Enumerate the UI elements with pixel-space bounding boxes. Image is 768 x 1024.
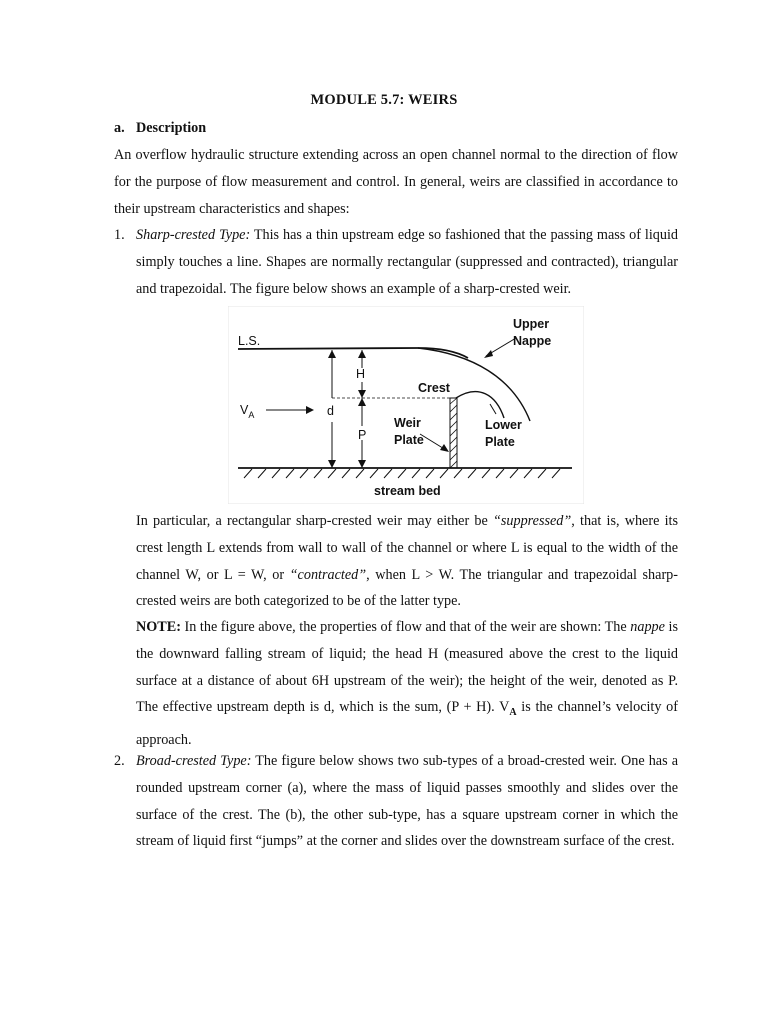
list-number: 2. [114, 753, 125, 769]
fig-label-h: H [356, 367, 366, 381]
particular-paragraph: In particular, a rectangular sharp-crested weir may either be “suppressed”, that is, where its crest length L extends from wall to wall of the channel or where L is equal to the width of the channel W, or L = W, or “contracted”, when L > W. The triangular and trapezoidal sharp-crested weirs are both categorized to be of the latter type. [136, 513, 678, 610]
note-label: NOTE: [136, 619, 181, 635]
term-broad-crested: Broad-crested Type: [136, 753, 252, 769]
item-text: The figure below shows two sub-types of a broad-crested weir. One has a rounded upstream corner (a), where the mass of liquid passes smoothly and slides over the surface of the crest. The (b), the other sub-type, has a square upstream corner in which the stream of liquid first “jumps” at the corner and slides over the downstream surface of the crest. [136, 753, 678, 850]
term-suppressed: “suppressed” [492, 513, 572, 529]
list-item-body [136, 748, 678, 855]
section-title: Description [136, 120, 207, 136]
list-item-sharp-crested [114, 222, 678, 302]
list-number: 1. [114, 227, 125, 243]
fig-label-weir: Weir [394, 416, 421, 430]
sharp-crested-weir-figure [228, 306, 584, 504]
list-item-body [136, 222, 678, 302]
section-label: a. [114, 120, 125, 136]
note-paragraph: NOTE: In the figure above, the properties of flow and that of the weir are shown: The nappe is the downward falling stream of liquid; the head H (measured above the crest to the liquid surface at a distance of about 6H upstream of the weir); the height of the weir, denoted as P. The effective upstream depth is d, which is the sum, (P + H). $V_A$ is the channel’s velocity of approach. [136, 619, 678, 749]
fig-label-stream-bed: stream bed [374, 484, 441, 498]
item-text: This has a thin upstream edge so fashioned that the passing mass of liquid simply touches a line. Shapes are normally rectangular (suppressed and contracted), triangular and trapezoidal. The figure below shows an example of a sharp-crested weir. [136, 227, 679, 297]
term-nappe: nappe [630, 619, 665, 635]
fig-label-crest: Crest [418, 381, 450, 395]
fig-label-lower-plate: Plate [485, 435, 515, 449]
intro-paragraph: An overflow hydraulic structure extending across an open channel normal to the direction of flow for the purpose of flow measurement and control. In general, weirs are classified in accordance to their upstream characteristics and shapes: [114, 147, 678, 217]
page-title: MODULE 5.7: WEIRS [310, 92, 458, 108]
fig-label-plate: Plate [394, 433, 424, 447]
fig-label-va: $V_A$ [240, 403, 255, 420]
term-sharp-crested: Sharp-crested Type: [136, 227, 251, 243]
fig-label-ls: L.S. [238, 334, 261, 348]
fig-label-upper: Upper [513, 317, 550, 331]
section-heading [114, 120, 206, 137]
list-item-broad-crested [114, 748, 678, 855]
term-contracted: “contracted” [289, 566, 367, 583]
weir-diagram [228, 306, 584, 504]
fig-label-p: P [358, 428, 367, 442]
fig-label-lower: Lower [485, 418, 522, 432]
fig-label-nappe: Nappe [513, 334, 552, 348]
fig-label-d: d [327, 404, 334, 418]
